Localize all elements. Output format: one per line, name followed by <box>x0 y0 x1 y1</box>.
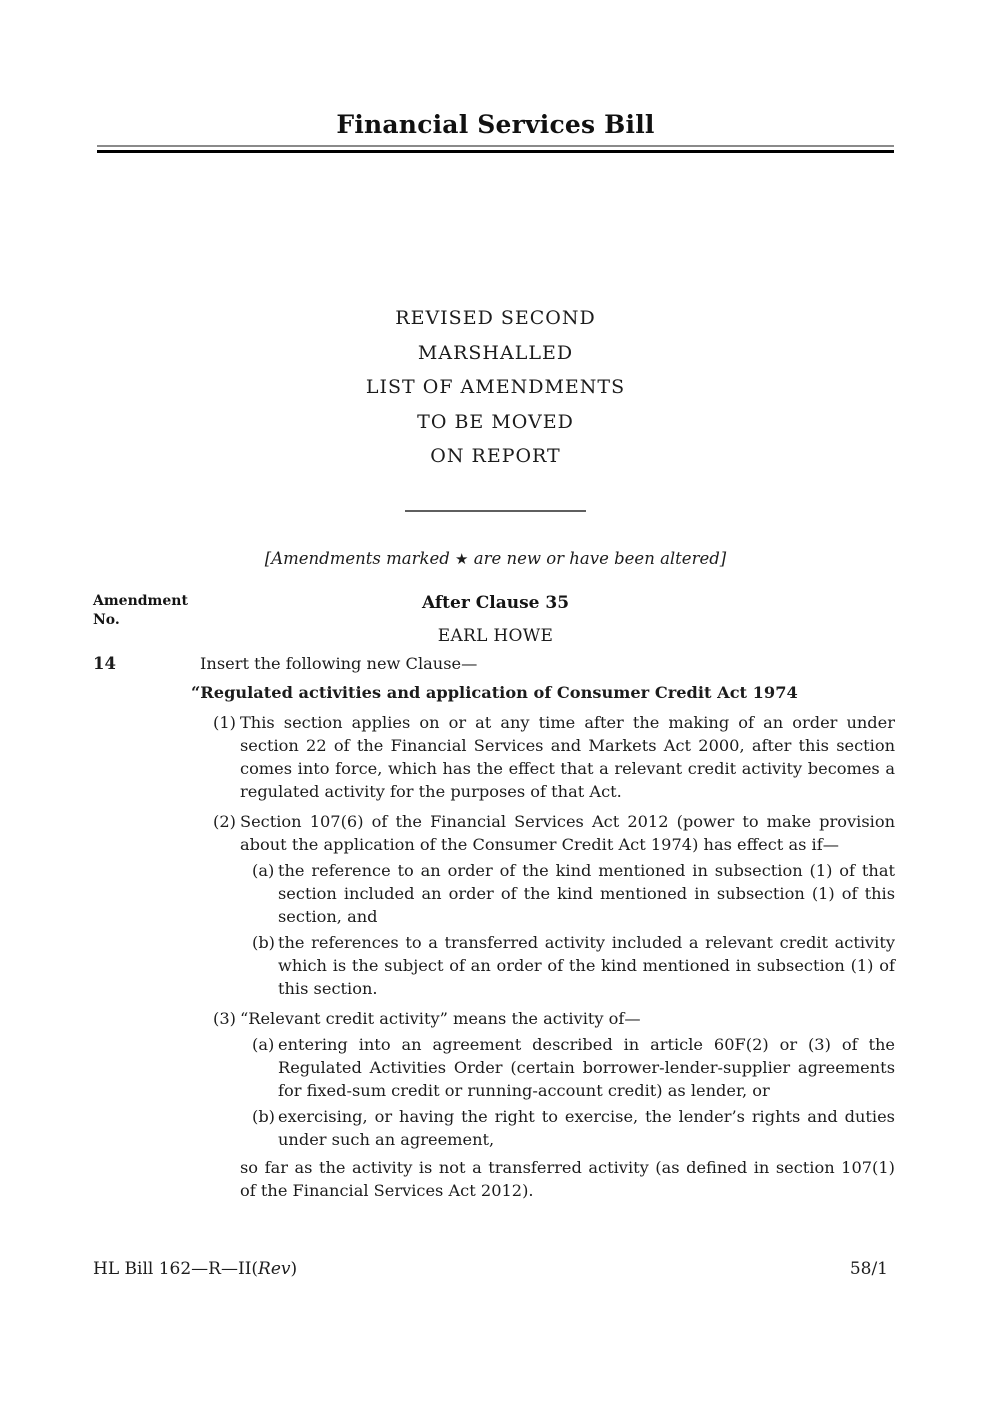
new-clause-title: “Regulated activities and application of Consumer Credit Act 1974 <box>191 683 798 702</box>
paragraph-letter: (a) <box>252 1035 275 1054</box>
bill-reference <box>93 1259 297 1279</box>
clause-place-heading: After Clause 35 <box>421 593 570 613</box>
subsection-number: (3) <box>213 1009 236 1028</box>
subsection-closing-text: so far as the activity is not a transferred activity (as defined in section 107(1) of the Financial Services Act 2012). <box>240 1158 895 1200</box>
bill-ref-prefix: HL Bill 162—R—II( <box>93 1259 259 1279</box>
paragraph-letter: (b) <box>252 1107 275 1126</box>
front-heading-line: ON REPORT <box>430 445 561 467</box>
subsection-text: Section 107(6) of the Financial Services Act 2012 (power to make provision about the application of the Consumer Credit Act 1974) has effect as if— <box>240 812 895 854</box>
amendment-label-line1: Amendment <box>93 593 188 609</box>
subsection-text: This section applies on or at any time after the making of an order under section 22 of the Financial Services and Markets Act 2000, after this section comes into force, which has the effect that a relevant credit activity becomes a regulated activity for the purposes of that Act. <box>240 713 895 801</box>
front-matter-headings <box>0 301 991 474</box>
subsection-3 <box>200 1007 895 1202</box>
notice-text-after: are new or have been altered] <box>468 549 727 568</box>
paragraph-a <box>240 859 895 928</box>
paragraph-a <box>240 1033 895 1102</box>
front-heading-line: LIST OF AMENDMENTS <box>365 376 626 398</box>
paragraph-text: the references to a transferred activity included a relevant credit activity which is the subject of an order of the kind mentioned in subsection (1) of this section. <box>278 933 895 998</box>
paragraph-b <box>240 931 895 1000</box>
subsection-2 <box>200 810 895 1000</box>
notice-text-before: [Amendments marked <box>264 549 456 568</box>
title-double-rule <box>97 145 894 153</box>
paragraph-b <box>240 1105 895 1151</box>
amendment-label-line2: No. <box>93 612 120 628</box>
front-heading-line: MARSHALLED <box>417 341 574 364</box>
paragraph-letter: (b) <box>252 933 275 952</box>
amendment-body <box>93 652 895 1202</box>
subsection-number: (1) <box>213 713 236 732</box>
subsection-1 <box>200 711 895 803</box>
sheet-number: 58/1 <box>849 1259 888 1279</box>
mover-name: EARL HOWE <box>437 626 554 646</box>
title-rule-thick <box>97 150 894 153</box>
amendment-number: 14 <box>93 654 116 673</box>
separator-rule <box>405 510 586 512</box>
front-heading-line: REVISED SECOND <box>395 307 596 329</box>
paragraph-text: the reference to an order of the kind mentioned in subsection (1) of that section included an order of the kind mentioned in subsection (1) of this section, and <box>278 861 895 926</box>
title-rule-thin <box>97 145 894 147</box>
paragraph-letter: (a) <box>252 861 275 880</box>
page-footer <box>93 1259 888 1279</box>
star-notice <box>0 549 991 568</box>
front-heading-line: TO BE MOVED <box>417 410 574 433</box>
paragraph-text: entering into an agreement described in article 60F(2) or (3) of the Regulated Activities Order (certain borrower-lender-supplier agreements for fixed-sum credit or running-account credit) as lender, or <box>278 1035 895 1100</box>
subsection-text: “Relevant credit activity” means the activity of— <box>240 1009 641 1028</box>
star-icon: ★ <box>455 550 469 568</box>
subsection-number: (2) <box>213 812 236 831</box>
amendment-instruction: Insert the following new Clause— <box>200 654 478 673</box>
bill-ref-suffix: ) <box>290 1259 298 1279</box>
page-title: Financial Services Bill <box>336 110 655 139</box>
bill-ref-rev: Rev <box>258 1259 291 1279</box>
paragraph-text: exercising, or having the right to exercise, the lender’s rights and duties under such an agreement, <box>278 1107 895 1149</box>
